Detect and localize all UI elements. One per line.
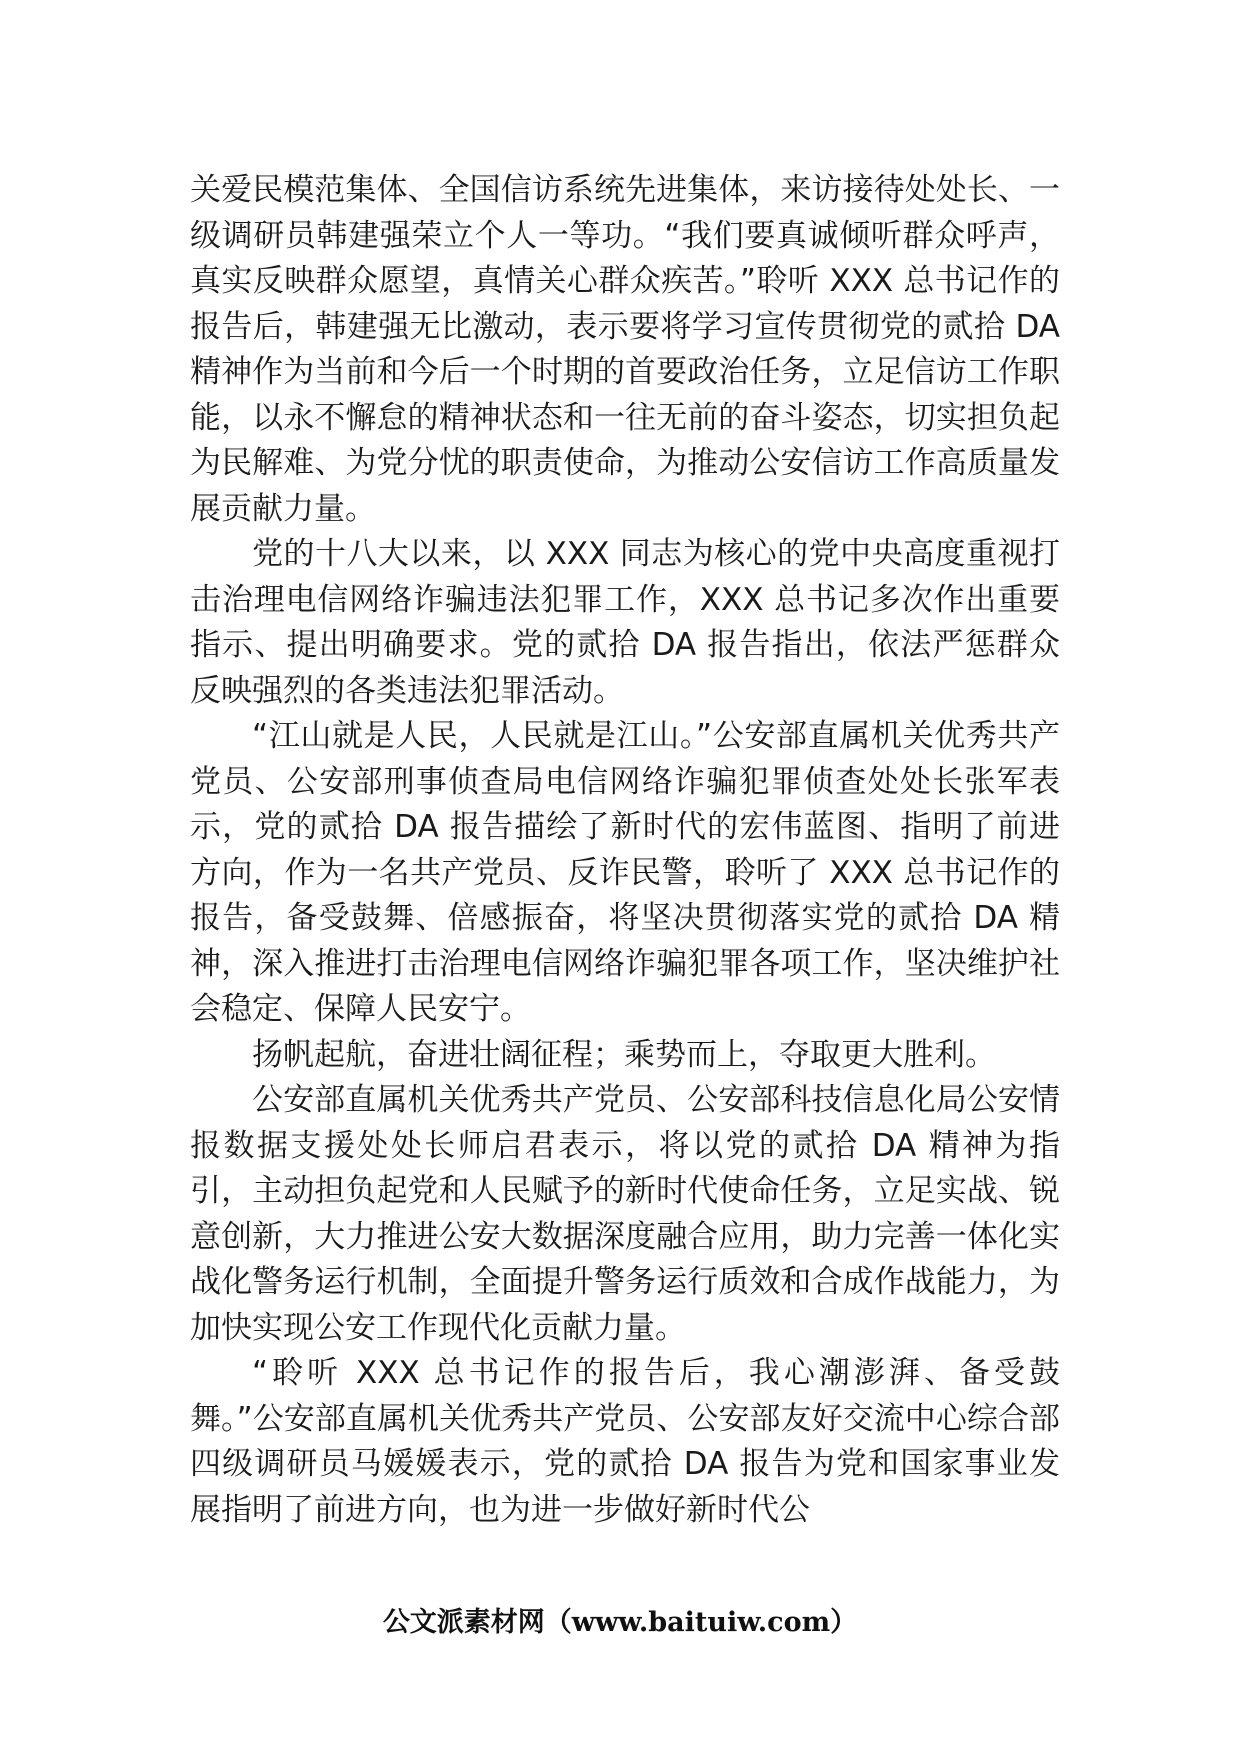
paragraph-6: “聆听 XXX 总书记作的报告后，我心潮澎湃、备受鼓舞。”公安部直属机关优秀共产党员、公安部友好交流中心综合部四级调研员马媛媛表示，党的贰拾 DA 报告为党和国家事业发展指明了前进方向，也为进一步做好新时代公 (190, 1355, 1060, 1528)
paragraph-5: 公安部直属机关优秀共产党员、公安部科技信息化局公安情报数据支援处处长师启君表示，将以党的贰拾 DA 精神为指引，主动担负起党和人民赋予的新时代使命任务，立足实战、锐意创新，大力推进公安大数据深度融合应用，助力完善一体化实战化警务运行机制，全面提升警务运行质效和合成作战能力，为加快实现公安工作现代化贡献力量。 (190, 1082, 1060, 1346)
paragraph-3: “江山就是人民，人民就是江山。”公安部直属机关优秀共产党员、公安部刑事侦查局电信网络诈骗犯罪侦查处处长张军表示，党的贰拾 DA 报告描绘了新时代的宏伟蓝图、指明了前进方向，作为一名共产党员、反诈民警，聆听了 XXX 总书记作的报告，备受鼓舞、倍感振奋，将坚决贯彻落实党的贰拾 DA 精神，深入推进打击治理电信网络诈骗犯罪各项工作，坚决维护社会稳定、保障人民安宁。 (190, 718, 1060, 1027)
page-footer: 公文派素材网（www.baituiw.com） (382, 1607, 858, 1638)
paragraph-1: 关爱民模范集体、全国信访系统先进集体，来访接待处处长、一级调研员韩建强荣立个人一等功。“我们要真诚倾听群众呼声，真实反映群众愿望，真情关心群众疾苦。”聆听 XXX 总书记作的报告后，韩建强无比激动，表示要将学习宣传贯彻党的贰拾 DA 精神作为当前和今后一个时期的首要政治任务，立足信访工作职能，以永不懈怠的精神状态和一往无前的奋斗姿态，切实担负起为民解难、为党分忧的职责使命，为推动公安信访工作高质量发展贡献力量。 (190, 172, 1060, 527)
paragraph-2: 党的十八大以来，以 XXX 同志为核心的党中央高度重视打击治理电信网络诈骗违法犯罪工作，XXX 总书记多次作出重要指示、提出明确要求。党的贰拾 DA 报告指出，依法严惩群众反映强烈的各类违法犯罪活动。 (190, 536, 1060, 709)
paragraph-4: 扬帆起航，奋进壮阔征程；乘势而上，夺取更大胜利。 (252, 1036, 996, 1073)
document-body (190, 168, 1060, 1533)
